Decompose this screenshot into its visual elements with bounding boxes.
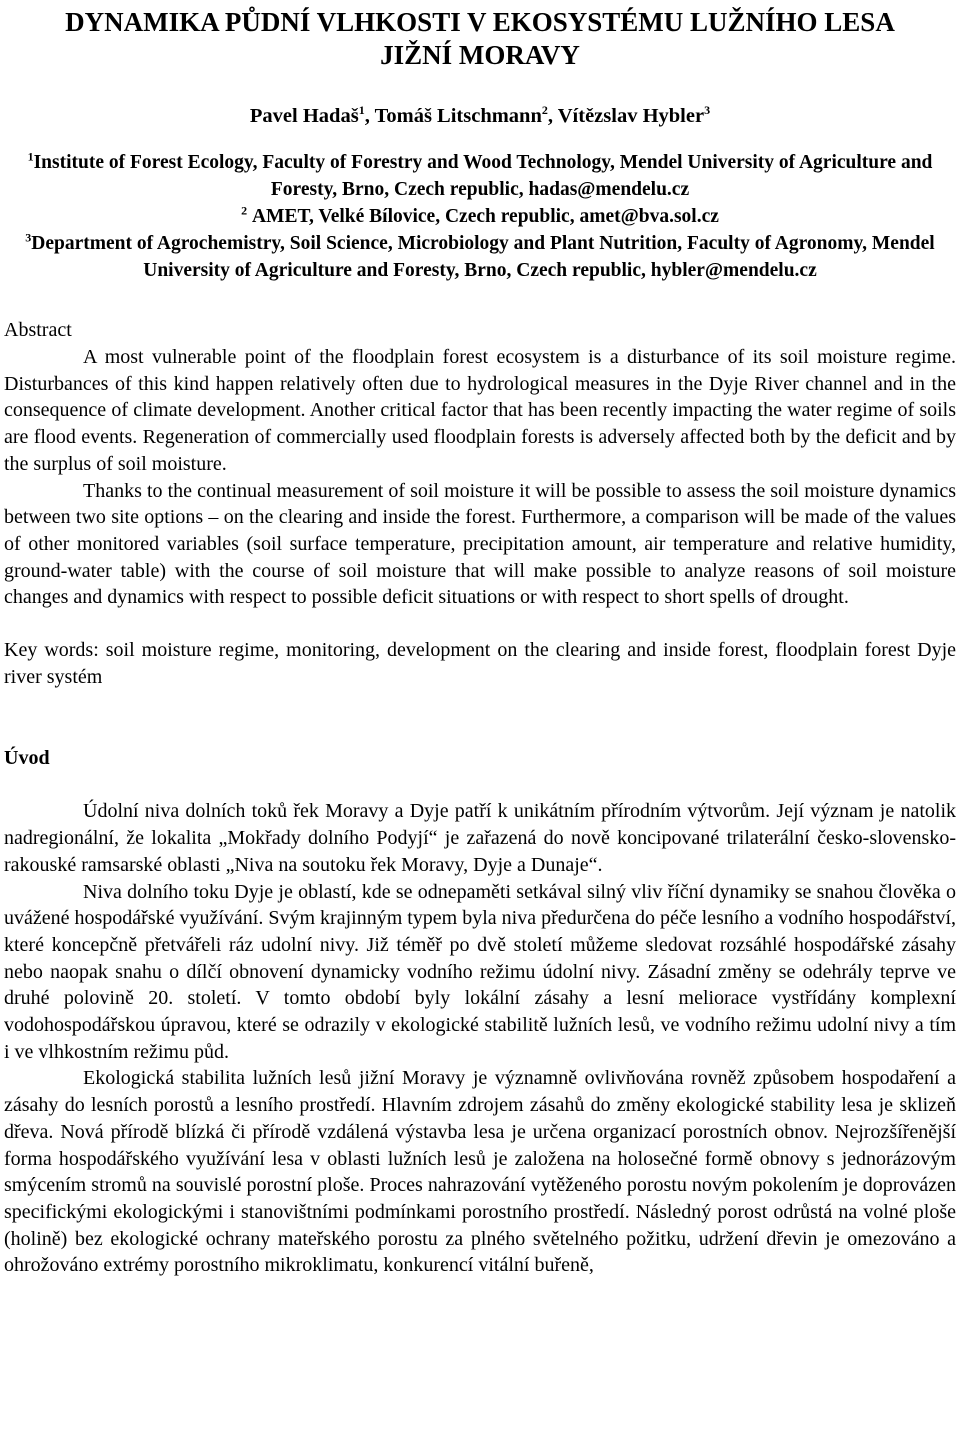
affiliation-mark: 3 — [25, 230, 32, 245]
abstract-heading: Abstract — [4, 319, 72, 341]
author-affiliation-mark: 1 — [358, 103, 365, 118]
affiliation-mark: 1 — [27, 149, 34, 164]
intro-body — [4, 798, 956, 1279]
keywords: Key words: soil moisture regime, monitoring, development on the clearing and inside forest, floodplain forest Dyje river systém — [4, 639, 956, 688]
affiliation-text: Institute of Forest Ecology, Faculty of Forestry and Wood Technology, Mendel University of Agriculture and Foresty, Brno, Czech republic, hadas@mendelu.cz — [33, 152, 933, 200]
affiliation-3 — [4, 230, 956, 284]
title-line-1: DYNAMIKA PŮDNÍ VLHKOSTI V EKOSYSTÉMU LUŽNÍHO LESA — [65, 7, 895, 37]
author-name: Pavel Hadaš — [249, 105, 359, 127]
author-list — [4, 103, 956, 129]
author-name: Vítězslav Hybler — [557, 105, 705, 127]
abstract-paragraph: Thanks to the continual measurement of soil moisture it will be possible to assess the soil moisture dynamics between two site options – on the clearing and inside the forest. Furthermore, a comparison will be made of the values of other monitored variables (soil surface temperature, precipitation amount, air temperature and relative humidity, ground-water table) with the course of soil moisture that will make possible to analyze reasons of soil moisture changes and dynamics with respect to possible deficit situations or with respect to short spells of drought. — [4, 479, 956, 609]
affiliation-text: Department of Agrochemistry, Soil Science, Microbiology and Plant Nutrition, Faculty of Agronomy, Mendel University of Agriculture and Foresty, Brno, Czech republic, hybler@mendelu.cz — [31, 233, 935, 281]
body-paragraph: Údolní niva dolních toků řek Moravy a Dyje patří k unikátním přírodním výtvorům. Její význam je natolik nadregionální, že lokalita „Mokřady dolního Podyjí“ je zařazená do nově koncipované trilaterální česko-slovensko-rakouské ramsarské oblasti „Niva na soutoku řek Moravy, Dyje a Dunaje“. — [4, 800, 956, 876]
affiliation-text: AMET, Velké Bílovice, Czech republic, amet@bva.sol.cz — [251, 206, 719, 227]
author-affiliation-mark: 2 — [541, 103, 548, 118]
title-line-2: JIŽNÍ MORAVY — [380, 40, 580, 70]
affiliation-1 — [4, 149, 956, 203]
affiliation-list — [4, 149, 956, 284]
affiliation-2 — [4, 203, 956, 230]
author-affiliation-mark: 3 — [704, 103, 711, 118]
body-paragraph: Ekologická stabilita lužních lesů jižní Moravy je významně ovlivňována rovněž způsobem hospodaření a zásahy do lesních porostů a lesního prostředí. Hlavním zdrojem zásahů do změny ekologické stability lesa je sklizeň dřeva. Nová přírodě blízká či přírodě vzdálená výstavba lesa je určena organizací porostních obnov. Nejrozšířenější forma hospodářského využívání lesa v oblasti lužních lesů je založena na holosečné formě obnovy s jednorázovým smýcením stromů na souvislé porostní ploše. Proces nahrazování vytěženého porostu novým pokolením je doprovázen specifickými ekologickými i stanovištními podmínkami porostního prostředí. Následný porost odrůstá na volné ploše (holině) bez ekologické ochrany mateřského porostu za plného světelného požitku, udržení dřevin je omezováno a ohrožováno extrémy porostního mikroklimatu, konkurencí vitální buřeně, — [4, 1067, 956, 1277]
body-paragraph: Niva dolního toku Dyje je oblastí, kde se odnepaměti setkával silný vliv říční dynamiky se snahou člověka o uvážené hospodářské využívání. Svým krajinným typem byla niva předurčena do péče lesního a vodního hospodářství, které koncepčně přetvářeli ráz udolní nivy. Již téměř po dvě století můžeme sledovat rozsáhlé hospodářské zásahy nebo naopak snahu o dílčí obnovení dynamicky vodního režimu údolní nivy. Zásadní změny se odehrály teprve ve druhé polovině 20. století. V tomto období byly lokální zásahy a lesní meliorace vystřídány komplexní vodohospodářskou úpravou, které se odrazily v ekologické stabilitě lužních lesů, ve vodního režimu udolní nivy a tím i ve vlhkostním režimu půd. — [4, 880, 956, 1063]
paper-title — [4, 6, 956, 72]
section-heading-intro: Úvod — [4, 747, 50, 770]
author-separator: , — [547, 105, 558, 127]
author-separator: , — [364, 105, 375, 127]
abstract-paragraph: A most vulnerable point of the floodplain forest ecosystem is a disturbance of its soil moisture regime. Disturbances of this kind happen relatively often due to hydrological measures in the Dyje River channel and in the consequence of climate development. Another critical factor that has been recently impacting the water regime of soils are flood events. Regeneration of commercially used floodplain forests is adversely affected both by the deficit and by the surplus of soil moisture. — [4, 346, 956, 475]
document-page — [0, 6, 960, 1434]
affiliation-mark: 2 — [241, 203, 248, 218]
author-name: Tomáš Litschmann — [374, 105, 542, 127]
